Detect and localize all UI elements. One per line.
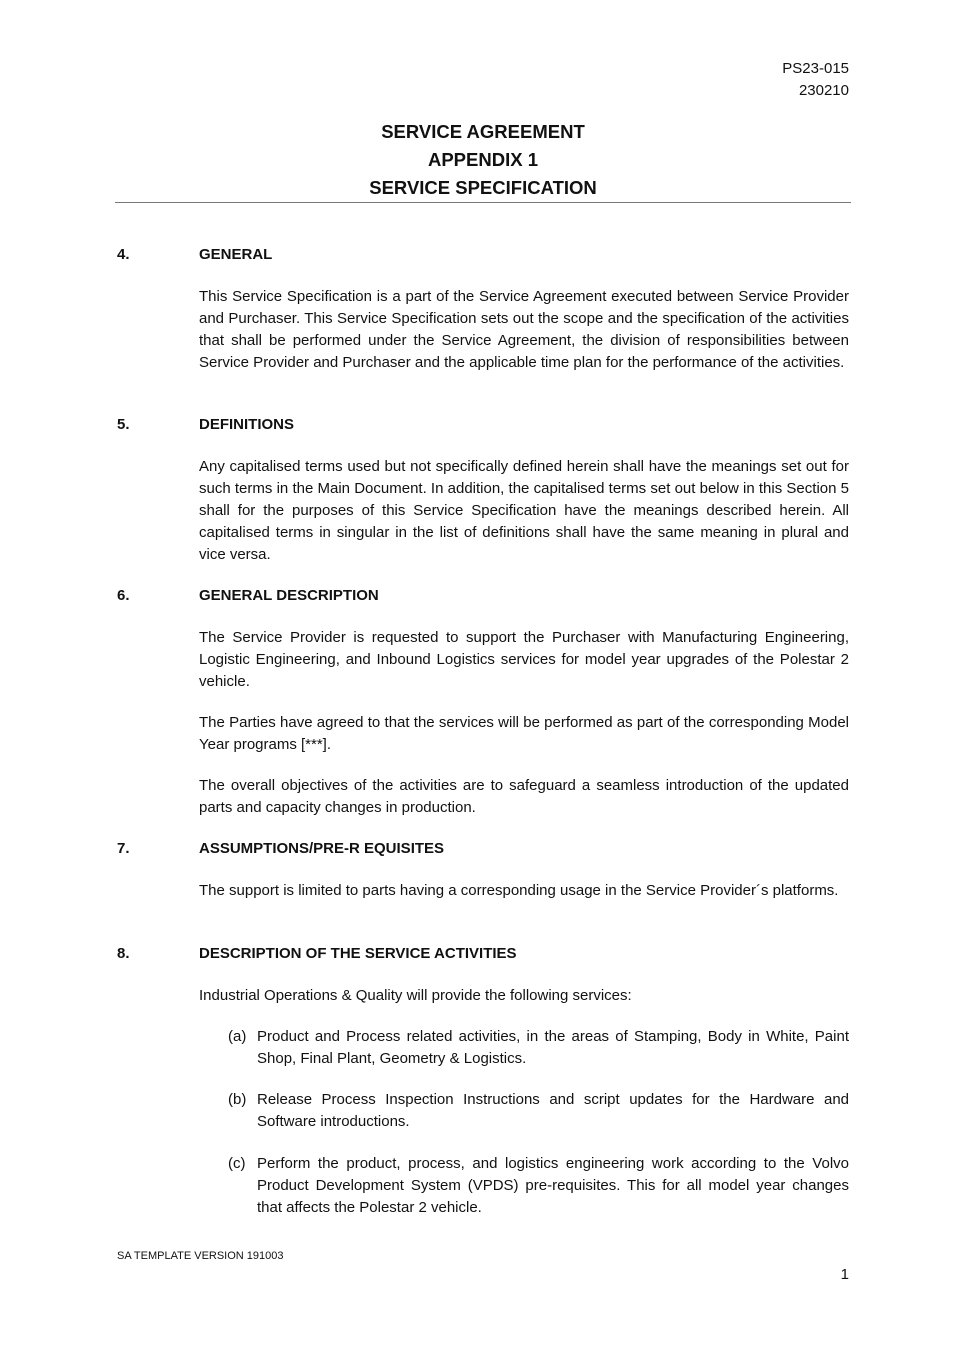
section-paragraph: The Parties have agreed to that the services will be performed as part of the corresponding Model Year programs [***].: [199, 714, 849, 753]
section-number: 7.: [117, 840, 130, 857]
document-date: 230210: [798, 82, 849, 99]
title-line-3: SERVICE SPECIFICATION: [369, 177, 597, 198]
document-reference: PS23-015: [782, 60, 849, 77]
section-paragraph: The overall objectives of the activities are to safeguard a seamless introduction of the updated parts and capacity changes in production.: [199, 777, 849, 816]
section-heading: GENERAL: [199, 246, 273, 263]
section-paragraph: The support is limited to parts having a corresponding usage in the Service Provider´s platforms.: [199, 882, 839, 899]
list-item-text: Product and Process related activities, in the areas of Stamping, Body in White, Paint Shop, Final Plant, Geometry & Logistics.: [257, 1028, 849, 1067]
footer-template-version: SA TEMPLATE VERSION 191003: [117, 1250, 284, 1262]
section-number: 8.: [117, 945, 130, 962]
section-heading: DEFINITIONS: [199, 416, 295, 433]
title-line-2: APPENDIX 1: [427, 149, 538, 170]
document-title: [115, 118, 851, 202]
section-number: 5.: [117, 416, 130, 433]
title-line-1: SERVICE AGREEMENT: [381, 121, 585, 142]
section-paragraph: This Service Specification is a part of the Service Agreement executed between Service Provider and Purchaser. This Service Specification sets out the scope and the specification of the activities that shall be performed under the Service Agreement, the division of responsibilities between Service Provider and Purchaser and the applicable time plan for the performance of the activities.: [199, 288, 849, 371]
section-heading: GENERAL DESCRIPTION: [199, 587, 379, 604]
section-heading: ASSUMPTIONS/PRE-R EQUISITES: [199, 840, 445, 857]
list-item-marker: (b): [228, 1091, 247, 1108]
section-number: 4.: [117, 246, 130, 263]
section-paragraph: The Service Provider is requested to support the Purchaser with Manufacturing Engineering, Logistic Engineering, and Inbound Logistics services for model year upgrades of the Polestar 2 vehicle.: [199, 629, 849, 690]
section-paragraph: Industrial Operations & Quality will provide the following services:: [199, 987, 632, 1004]
list-item-text: Release Process Inspection Instructions and script updates for the Hardware and Software introductions.: [257, 1091, 849, 1130]
section-number: 6.: [117, 587, 130, 604]
title-divider: [115, 202, 851, 203]
list-item-marker: (a): [228, 1028, 247, 1045]
page-number: 1: [840, 1266, 849, 1283]
section-heading: DESCRIPTION OF THE SERVICE ACTIVITIES: [199, 945, 517, 962]
list-item-marker: (c): [228, 1155, 246, 1172]
section-paragraph: Any capitalised terms used but not specifically defined herein shall have the meanings set out for such terms in the Main Document. In addition, the capitalised terms set out below in this Section 5 shall for the purposes of this Service Specification have the meanings described herein. All capitalised terms in singular in the list of definitions shall have the same meaning in plural and vice versa.: [199, 458, 849, 563]
list-item-text: Perform the product, process, and logistics engineering work according to the Volvo Product Development System (VPDS) pre-requisites. This for all model year changes that affects the Polestar 2 vehicle.: [257, 1155, 849, 1216]
